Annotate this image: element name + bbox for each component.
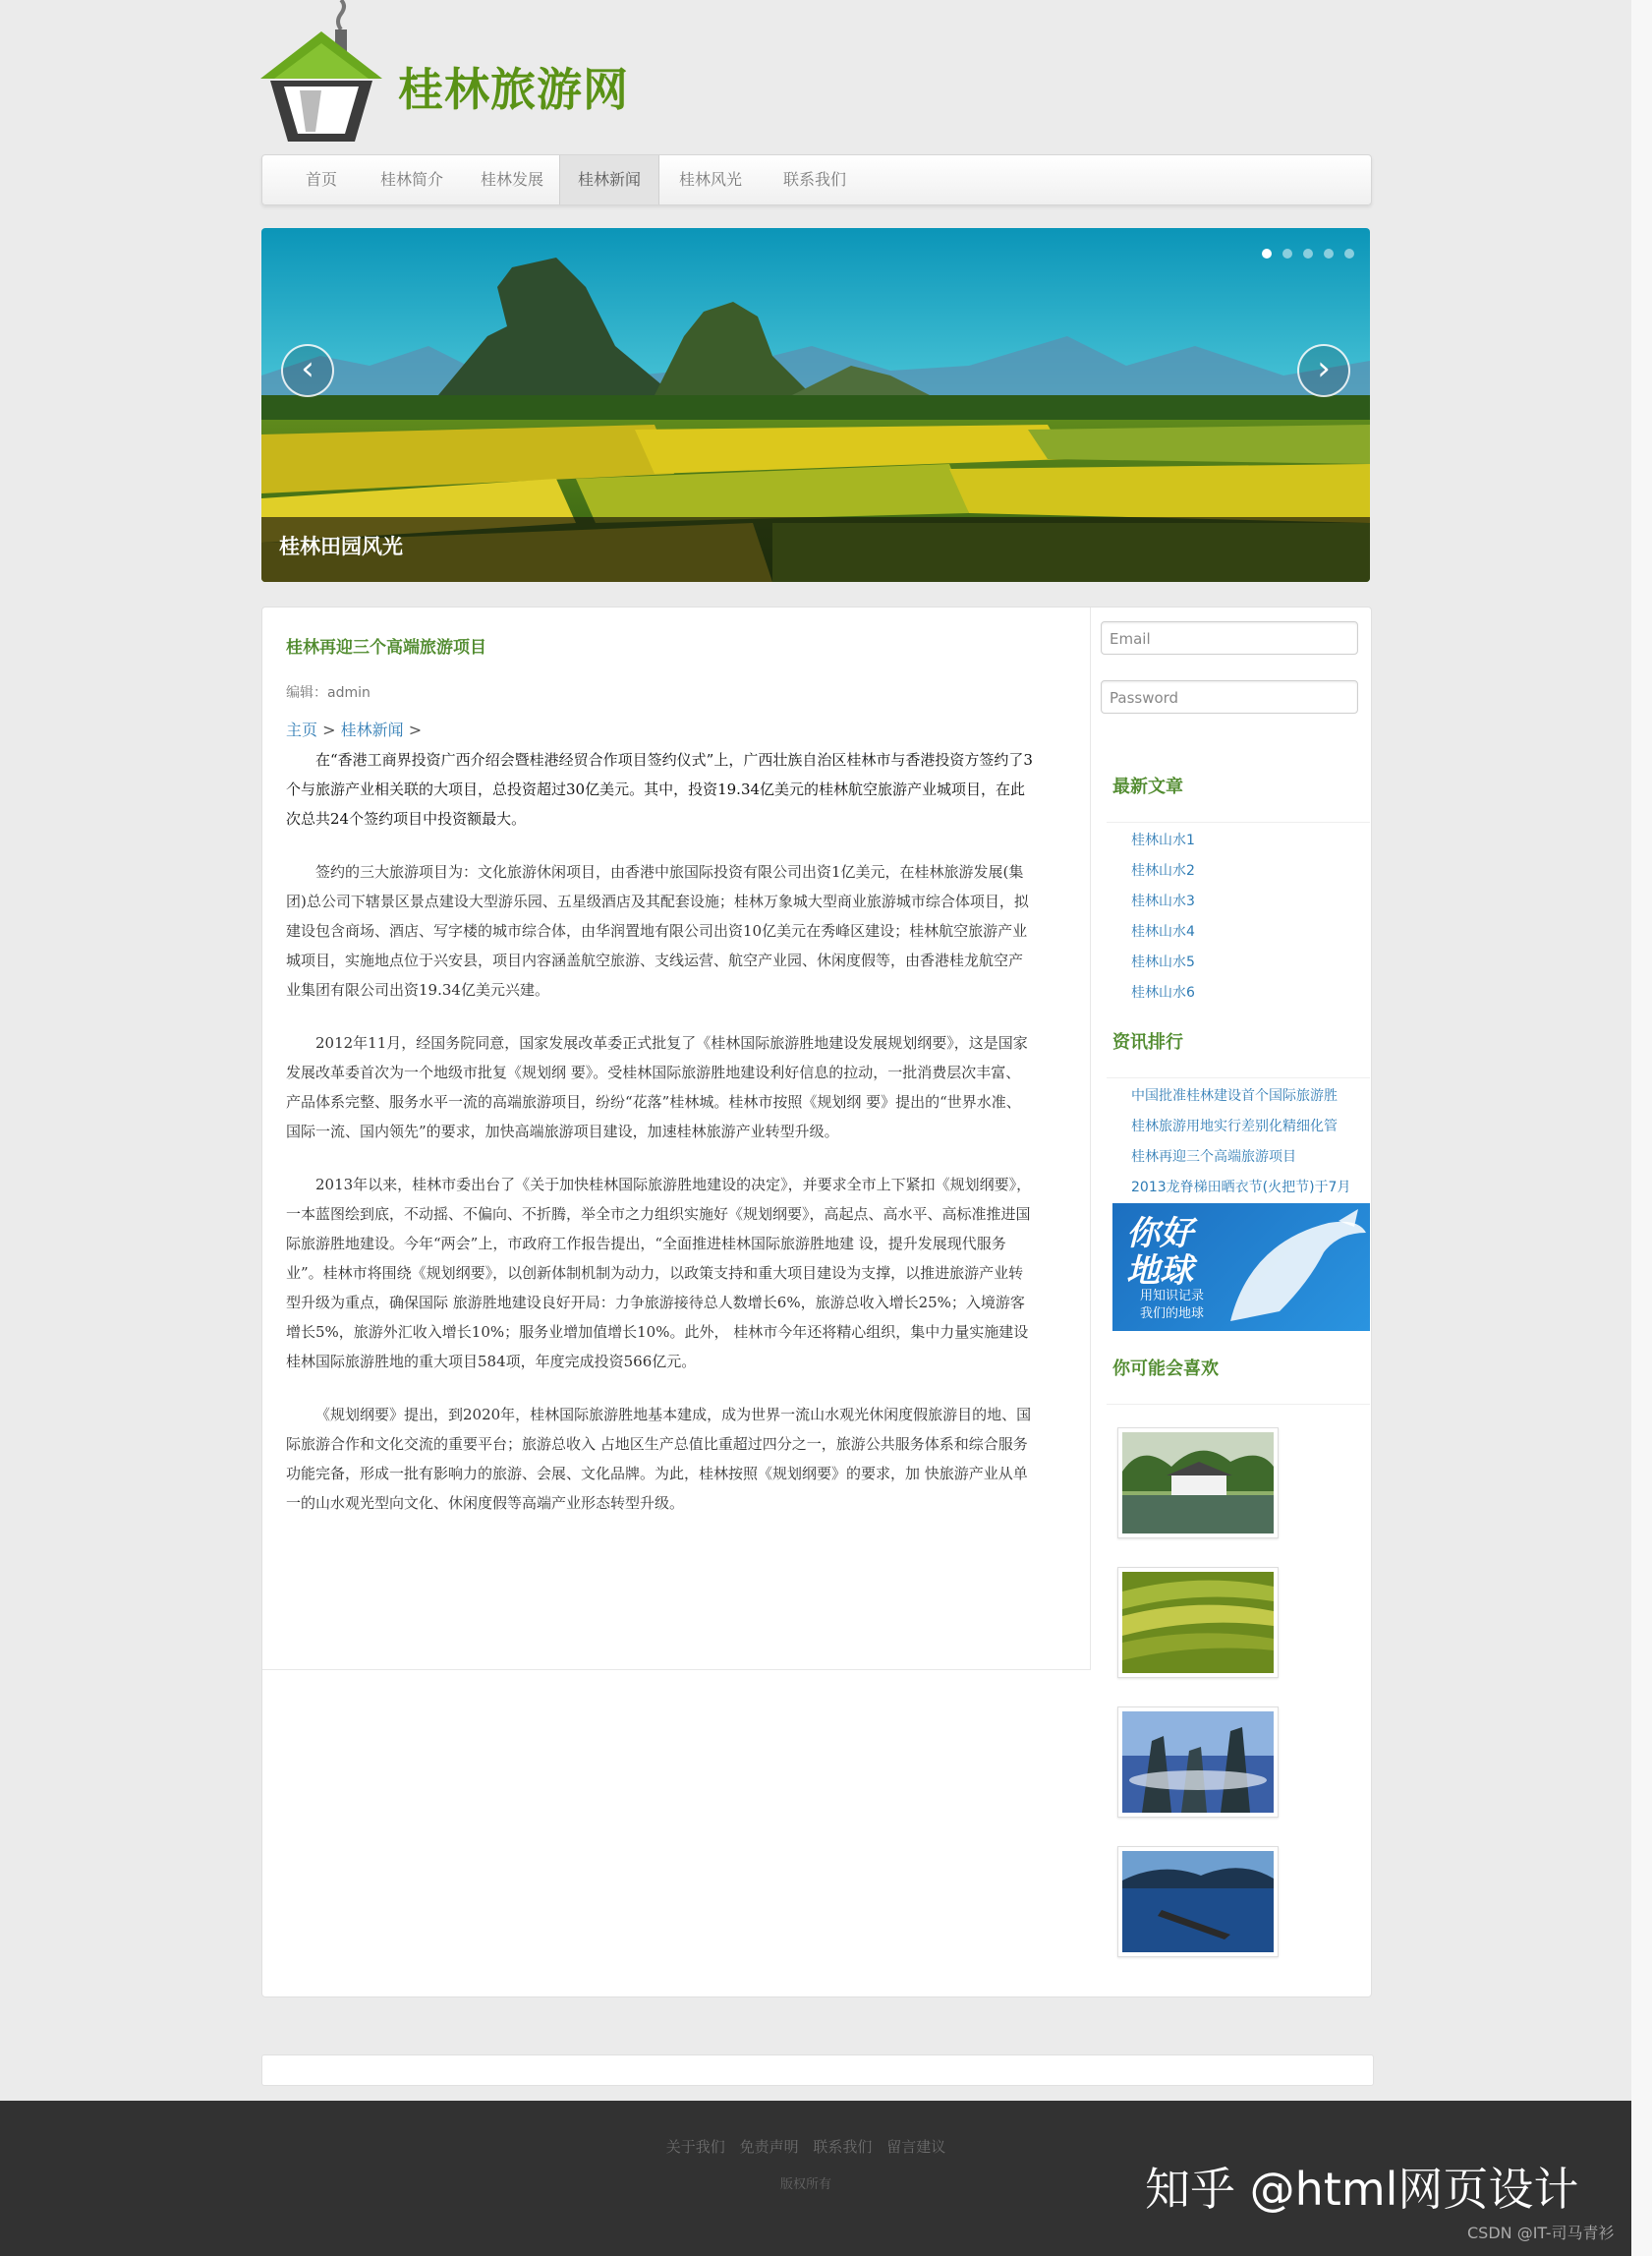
email-input[interactable]: Email <box>1101 621 1358 655</box>
gallery-thumbnail[interactable] <box>1117 1706 1279 1818</box>
slider-dot-3[interactable] <box>1303 249 1313 259</box>
latest-article-link[interactable]: 桂林山水1 <box>1131 833 1195 848</box>
main-nav <box>261 154 1372 205</box>
article-paragraph: 在“香港工商界投资广西介绍会暨桂港经贸合作项目签约仪式”上，广西壮族自治区桂林市与香港投资方签约了3个与旅游产业相关联的大项目，总投资超过30亿美元。其中，投资19.34亿美元的桂林航空旅游产业城项目，在此次总共24个签约项目中投资额最大。 <box>286 751 1033 828</box>
divider <box>1107 1077 1370 1078</box>
latest-article-link[interactable]: 桂林山水2 <box>1131 863 1195 879</box>
nav-item-scenery[interactable]: 桂林风光 <box>678 170 742 189</box>
you-may-like-heading: 你可能会喜欢 <box>1112 1359 1219 1379</box>
article-editor: 编辑：admin <box>286 685 370 701</box>
ad-tagline: 用知识记录 我们的地球 <box>1140 1289 1205 1321</box>
breadcrumb-separator: > <box>317 721 341 739</box>
article-paragraph: 签约的三大旅游项目为：文化旅游休闲项目，由香港中旅国际投资有限公司出资1亿美元，在桂林旅游发展(集团)总公司下辖景区景点建设大型游乐园、五星级酒店及其配套设施；桂林万象城大型商业旅游城市综合体项目，拟建设包含商场、酒店、写字楼的城市综合体，由华润置地有限公司出资10亿美元在秀峰区建设；桂林航空旅游产业城项目，实施地点位于兴安县，项目内容涵盖航空旅游、支线运营、航空产业园、休闲度假等，由香港桂龙航空产业集团有限公司出资19.34亿美元兴建。 <box>286 863 1029 999</box>
slider-dot-2[interactable] <box>1282 249 1292 259</box>
divider <box>1107 822 1370 823</box>
latest-articles-heading: 最新文章 <box>1112 777 1183 797</box>
footer-link-disclaimer[interactable]: 免责声明 <box>739 2138 799 2156</box>
csdn-watermark: CSDN @IT-司马青衫 <box>1467 2224 1615 2242</box>
footer-link-feedback[interactable]: 留言建议 <box>886 2138 946 2156</box>
latest-article-link[interactable]: 桂林山水3 <box>1131 894 1195 909</box>
slider-caption-bar <box>261 517 1370 582</box>
slider-dot-4[interactable] <box>1324 249 1334 259</box>
latest-article-link[interactable]: 桂林山水5 <box>1131 954 1195 970</box>
ranking-link[interactable]: 桂林再迎三个高端旅游项目 <box>1131 1149 1296 1165</box>
gallery-thumbnail[interactable] <box>1117 1567 1279 1678</box>
river-boat-photo <box>1122 1851 1274 1952</box>
slider-next-button[interactable]: › <box>1297 344 1350 397</box>
breadcrumb <box>286 718 422 740</box>
footer <box>0 2101 1631 2256</box>
ad-headline: 你好 地球 <box>1126 1214 1193 1291</box>
pavilion-photo <box>1122 1432 1274 1533</box>
slider-prev-button[interactable]: ‹ <box>281 344 334 397</box>
gallery-thumbnail[interactable] <box>1117 1427 1279 1538</box>
footer-link-contact[interactable]: 联系我们 <box>813 2138 873 2156</box>
slider-caption: 桂林田园风光 <box>279 535 403 558</box>
hello-earth-ad-banner[interactable] <box>1112 1203 1370 1331</box>
nav-item-intro[interactable]: 桂林简介 <box>379 170 443 189</box>
footer-link-about[interactable]: 关于我们 <box>665 2138 725 2156</box>
nav-item-home[interactable]: 首页 <box>305 170 337 189</box>
nav-item-contact[interactable]: 联系我们 <box>782 170 846 189</box>
divider <box>1107 1404 1370 1405</box>
ranking-link[interactable]: 中国批准桂林建设首个国际旅游胜 <box>1131 1088 1338 1104</box>
article-body <box>286 745 1033 1541</box>
house-logo-icon <box>260 0 388 147</box>
main-content-panel <box>261 607 1372 1997</box>
article <box>262 607 1091 1670</box>
ranking-link[interactable]: 桂林旅游用地实行差别化精细化管 <box>1131 1119 1338 1134</box>
breadcrumb-news-link[interactable]: 桂林新闻 <box>340 721 404 739</box>
zhihu-watermark: 知乎 @html网页设计 <box>1145 2163 1579 2216</box>
breadcrumb-separator: > <box>403 721 423 739</box>
misty-peaks-photo <box>1122 1711 1274 1813</box>
ranking-link[interactable]: 2013龙脊梯田晒衣节(火把节)于7月 <box>1131 1180 1351 1195</box>
site-title: 桂林旅游网 <box>398 63 629 116</box>
page-right-edge <box>1631 0 1652 2256</box>
ranking-heading: 资讯排行 <box>1112 1032 1183 1053</box>
nav-item-news[interactable]: 桂林新闻 <box>559 155 659 204</box>
slider-dot-1[interactable] <box>1262 249 1272 259</box>
article-paragraph: 《规划纲要》提出，到2020年，桂林国际旅游胜地基本建成，成为世界一流山水观光休闲度假旅游目的地、国际旅游合作和文化交流的重要平台；旅游总收入 占地区生产总值比重超过四分之一，旅游公共服务体系和综合服务功能完备，形成一批有影响力的旅游、会展、文化品牌。为此，桂林按照《规划纲要》的要求，加 快旅游产业从单一的山水观光型向文化、休闲度假等高端产业形态转型升级。 <box>286 1406 1032 1512</box>
nav-item-development[interactable]: 桂林发展 <box>480 170 543 189</box>
hero-slider[interactable] <box>261 228 1370 582</box>
copyright: 版权所有 <box>779 2177 831 2192</box>
slider-dots <box>1256 244 1354 256</box>
footer-top-strip <box>261 2054 1374 2086</box>
article-paragraph: 2012年11月，经国务院同意，国家发展改革委正式批复了《桂林国际旅游胜地建设发展规划纲要》，这是国家发展改革委首次为一个地级市批复《规划纲 要》。受桂林国际旅游胜地建设利好信息的拉动，一批消费层次丰富、产品体系完整、服务水平一流的高端旅游项目，纷纷“花落”桂林城。桂林市按照《规划纲 要》提出的“世界水准、国际一流、国内领先”的要求，加快高端旅游项目建设，加速桂林旅游产业转型升级。 <box>286 1034 1028 1140</box>
latest-article-link[interactable]: 桂林山水4 <box>1131 924 1195 940</box>
password-input[interactable]: Password <box>1101 680 1358 714</box>
latest-article-link[interactable]: 桂林山水6 <box>1131 985 1195 1001</box>
site-logo[interactable] <box>260 0 654 147</box>
rice-terraces-photo <box>1122 1572 1274 1673</box>
breadcrumb-home-link[interactable]: 主页 <box>286 721 318 739</box>
slider-dot-5[interactable] <box>1344 249 1354 259</box>
gallery-thumbnail[interactable] <box>1117 1846 1279 1957</box>
article-paragraph: 2013年以来，桂林市委出台了《关于加快桂林国际旅游胜地建设的决定》，并要求全市上下紧扣《规划纲要》，一本蓝图绘到底，不动摇、不偏向、不折腾，举全市之力组织实施好《规划纲要》，高起点、高水平、高标准推进国际旅游胜地建设。今年“两会”上，市政府工作报告提出，“全面推进桂林国际旅游胜地建 设，提升发展现代服务业”。桂林市将围绕《规划纲要》，以创新体制机制为动力，以政策支持和重大项目建设为支撑，以推进旅游产业转型升级为重点，确保国际 旅游胜地建设良好开局：力争旅游接待总人数增长6%，旅游总收入增长25%；入境游客增长5%，旅游外汇收入增长10%；服务业增加值增长10%。此外， 桂林市今年还将精心组织，集中力量实施建设桂林国际旅游胜地的重大项目584项，年度完成投资566亿元。 <box>286 1176 1032 1370</box>
article-title: 桂林再迎三个高端旅游项目 <box>286 638 486 658</box>
